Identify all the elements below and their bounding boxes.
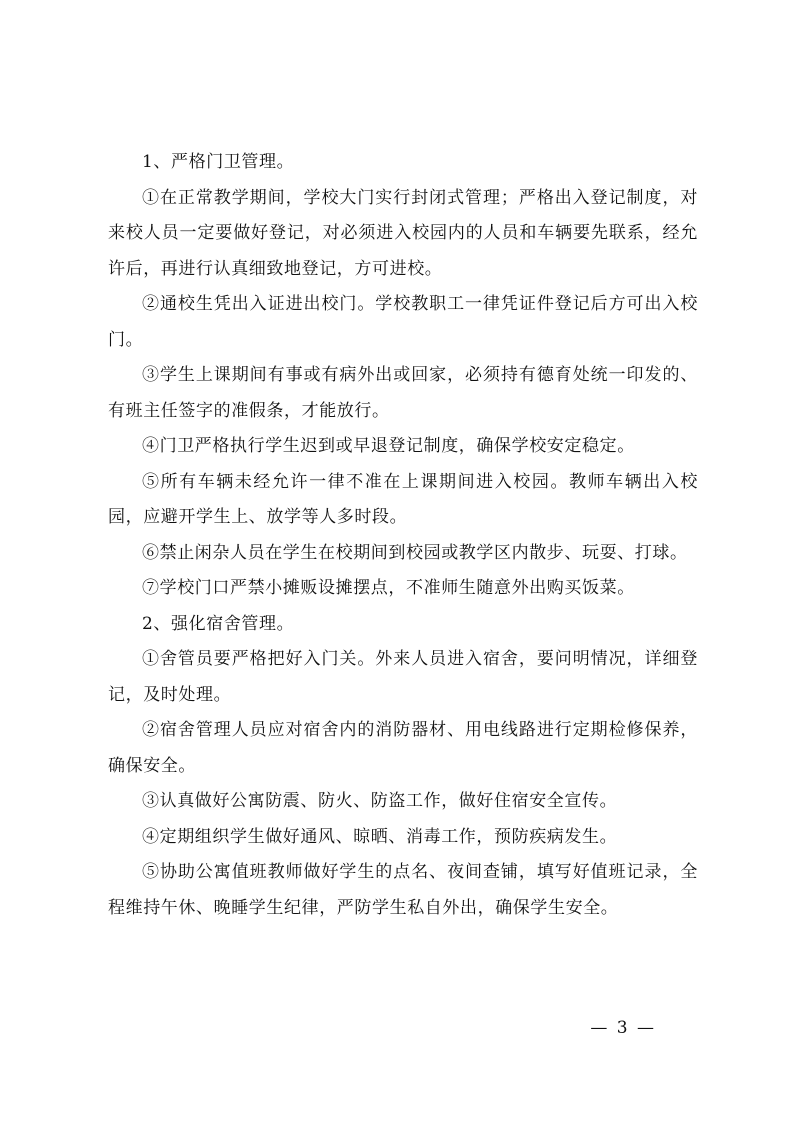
section-heading-dormitory: 2、强化宿舍管理。 (142, 613, 295, 634)
gate-item-1: ①在正常教学期间，学校大门实行封闭式管理；严格出入登记制度，对来校人员一定要做好登记，对必须进入校园内的人员和车辆要先联系，经允许后，再进行认真细致地登记，方可进校。 (108, 187, 698, 279)
section-heading-gate: 1、严格门卫管理。 (142, 152, 295, 172)
gate-item-7: ⑦学校门口严禁小摊贩设摊摆点，不准师生随意外出购买饭菜。 (142, 578, 635, 598)
dorm-item-2: ②宿舍管理人员应对宿舍内的消防器材、用电线路进行定期检修保养，确保安全。 (108, 720, 698, 776)
gate-item-6: ⑥禁止闲杂人员在学生在校期间到校园或教学区内散步、玩耍、打球。 (142, 542, 688, 563)
page-number: — 3 — (590, 1018, 656, 1038)
gate-item-4: ④门卫严格执行学生迟到或早退登记制度，确保学校安定稳定。 (142, 436, 635, 456)
gate-item-5: ⑤所有车辆未经允许一律不准在上课期间进入校园。教师车辆出入校园，应避开学生上、放学等人多时段。 (108, 471, 698, 527)
document-body (108, 145, 698, 926)
dorm-item-5: ⑤协助公寓值班教师做好学生的点名、夜间查铺，填写好值班记录，全程维持午休、晚睡学生纪律，严防学生私自外出，确保学生安全。 (108, 862, 698, 918)
dorm-item-1: ①舍管员要严格把好入门关。外来人员进入宿舍，要问明情况，详细登记，及时处理。 (108, 649, 698, 705)
dorm-item-4: ④定期组织学生做好通风、晾晒、消毒工作，预防疾病发生。 (142, 826, 618, 847)
dorm-item-3: ③认真做好公寓防震、防火、防盗工作，做好住宿安全宣传。 (142, 791, 618, 811)
gate-item-2: ②通校生凭出入证进出校门。学校教职工一律凭证件登记后方可出入校门。 (108, 294, 698, 350)
gate-item-3: ③学生上课期间有事或有病外出或回家，必须持有德育处统一印发的、有班主任签字的准假条，才能放行。 (108, 365, 698, 421)
